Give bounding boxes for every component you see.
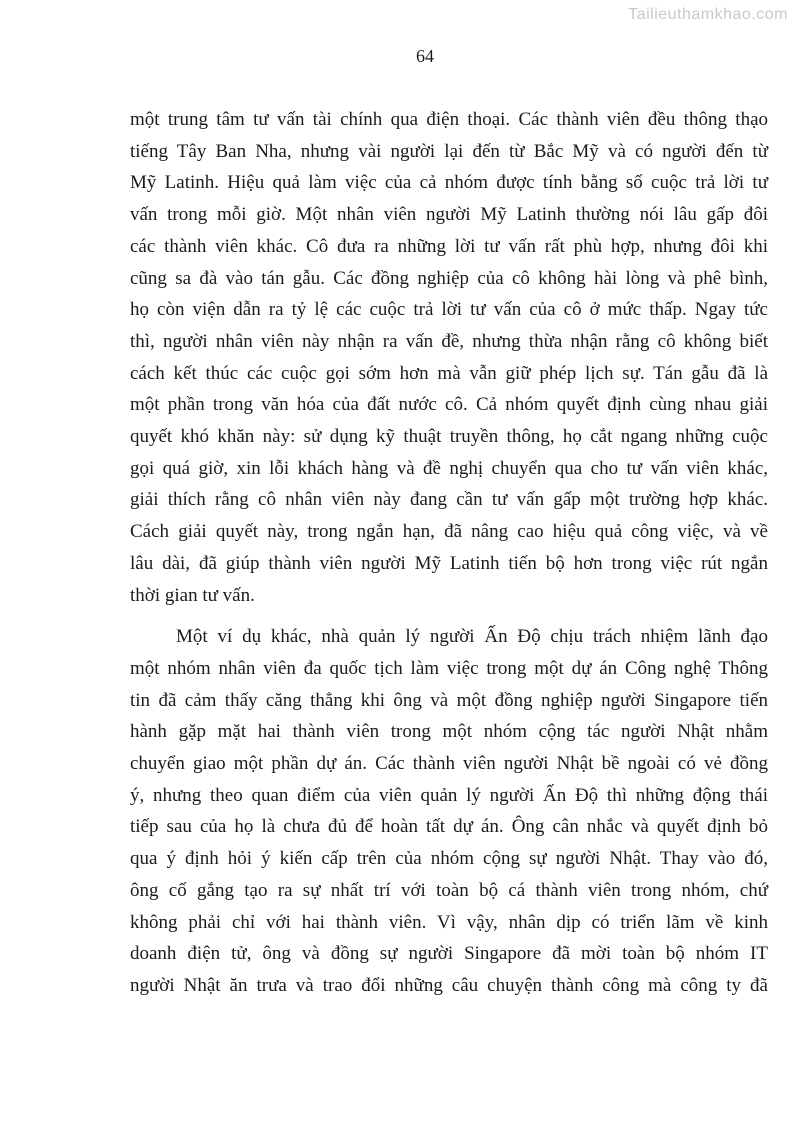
text-line: gọi quá giờ, xin lỗi khách hàng và đề nghị chuyển qua cho tư vấn viên khác,: [130, 457, 768, 479]
text-line: Cách giải quyết này, trong ngắn hạn, đã nâng cao hiệu quả công việc, và về: [130, 521, 768, 543]
text-line: giải thích rằng cô nhân viên này đang cần tư vấn gấp một trường hợp khác.: [130, 489, 768, 511]
watermark-text: Tailieuthamkhao.com: [628, 6, 788, 23]
text-line: không phải chỉ với hai thành viên. Vì vậy, nhân dịp có triển lãm về kinh: [130, 911, 768, 933]
text-line: chuyển giao một phần dự án. Các thành viên người Nhật bề ngoài có vẻ đồng: [130, 753, 768, 775]
text-line: lâu dài, đã giúp thành viên người Mỹ Latinh tiến bộ hơn trong việc rút ngắn: [130, 552, 768, 574]
text-line: hành gặp mặt hai thành viên trong một nhóm cộng tác người Nhật nhằm: [130, 721, 768, 743]
page-number: 64: [416, 46, 434, 66]
document-body: [130, 104, 768, 1002]
text-line: tiếp sau của họ là chưa đủ để hoàn tất dự án. Ông cân nhắc và quyết định bỏ: [130, 816, 768, 838]
text-line: Mỹ Latinh. Hiệu quả làm việc của cả nhóm được tính bằng số cuộc trả lời tư: [130, 172, 768, 194]
text-line: ông cố gắng tạo ra sự nhất trí với toàn bộ cá thành viên trong nhóm, chứ: [130, 879, 768, 901]
text-line: cũng sa đà vào tán gẫu. Các đồng nghiệp của cô không hài lòng và phê bình,: [130, 267, 768, 289]
text-line: người Nhật ăn trưa và trao đổi những câu chuyện thành công mà công ty đã: [130, 974, 768, 996]
paragraph: [130, 104, 768, 611]
paragraph: [130, 621, 768, 1001]
text-line: một trung tâm tư vấn tài chính qua điện thoại. Các thành viên đều thông thạo: [130, 109, 768, 130]
text-line: ý, nhưng theo quan điểm của viên quản lý người Ấn Độ thì những động thái: [130, 784, 768, 806]
text-line: tin đã cảm thấy căng thẳng khi ông và một đồng nghiệp người Singapore tiến: [130, 689, 768, 711]
text-line: một phần trong văn hóa của đất nước cô. Cả nhóm quyết định cùng nhau giải: [130, 394, 768, 416]
text-line: các thành viên khác. Cô đưa ra những lời tư vấn rất phù hợp, nhưng đôi khi: [130, 235, 768, 257]
text-line: thời gian tư vấn.: [130, 584, 255, 606]
text-line: cách kết thúc các cuộc gọi sớm hơn mà vẫn giữ phép lịch sự. Tán gẫu đã là: [130, 362, 768, 384]
text-line: họ còn viện dẫn ra tỷ lệ các cuộc trả lời tư vấn của cô ở mức thấp. Ngay tức: [130, 299, 768, 321]
text-line: thì, người nhân viên này nhận ra vấn đề, nhưng thừa nhận rằng cô không biết: [130, 330, 768, 352]
text-line: một nhóm nhân viên đa quốc tịch làm việc trong một dự án Công nghệ Thông: [130, 657, 768, 679]
text-line: quyết khó khăn này: sử dụng kỹ thuật truyền thông, họ cắt ngang những cuộc: [130, 426, 768, 448]
text-line: doanh điện tử, ông và đồng sự người Singapore đã mời toàn bộ nhóm IT: [130, 943, 768, 965]
text-line: qua ý định hỏi ý kiến cấp trên của nhóm cộng sự người Nhật. Thay vào đó,: [130, 848, 768, 870]
text-line: Một ví dụ khác, nhà quản lý người Ấn Độ chịu trách nhiệm lãnh đạo: [176, 626, 768, 648]
text-line: tiếng Tây Ban Nha, nhưng vài người lại đến từ Bắc Mỹ và có người đến từ: [130, 140, 768, 162]
text-line: vấn trong mỗi giờ. Một nhân viên người Mỹ Latinh thường nói lâu gấp đôi: [130, 204, 768, 226]
